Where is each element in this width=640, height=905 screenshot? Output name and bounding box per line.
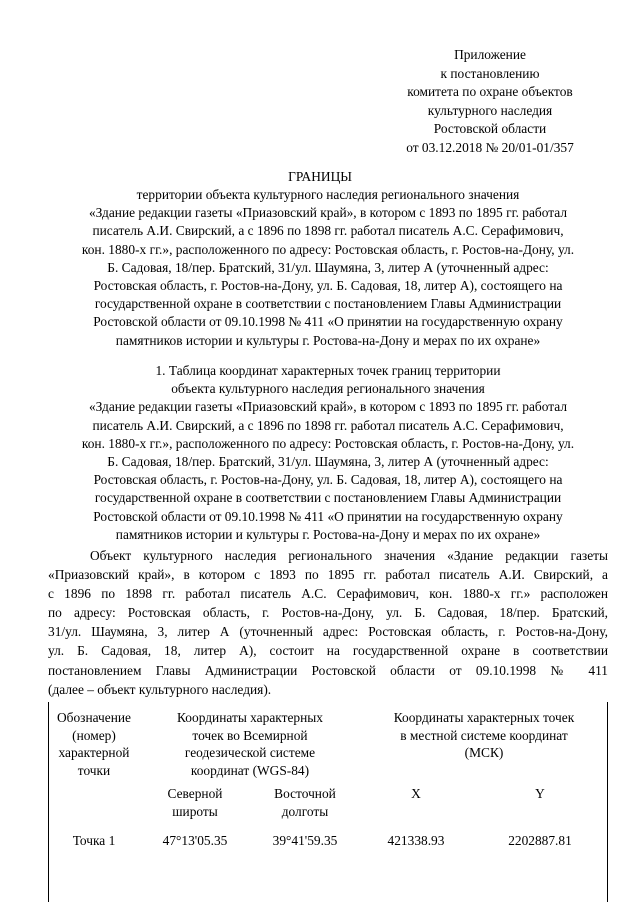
- subtitle-line: памятников истории и культуры г. Ростова-на-Дону и мерах по их охране»: [115, 332, 541, 348]
- subheader-latitude: Северной широты: [167, 786, 223, 819]
- table-subheader-row: [48, 779, 608, 820]
- section-line: памятников истории и культуры г. Ростова-на-Дону и мерах по их охране»: [115, 526, 541, 542]
- section-line: кон. 1880-х гг.», расположенного по адресу: Ростовская область, г. Ростов-на-Дону, ул.: [81, 435, 575, 451]
- subtitle-line: государственной охране в соответствии с постановлением Главы Администрации: [94, 296, 562, 312]
- boundaries-subtitle: [48, 186, 608, 350]
- paragraph-line: с 1896 по 1898 гг. работал писатель А.С. Серафимович, кон. 1880-х гг.» расположен: [48, 586, 608, 602]
- paragraph-line: постановлением Главы Администрации Ростовской области от 09.10.1998 № 411: [48, 662, 608, 678]
- section-line: объекта культурного наследия регионального значения: [171, 381, 485, 397]
- subtitle-line: Б. Садовая, 18/пер. Братский, 31/ул. Шаумяна, 3, литер А (уточненный адрес:: [107, 259, 549, 275]
- section-line: Ростовской области от 09.10.1998 № 411 «О принятии на государственную охрану: [93, 508, 563, 524]
- header-msk: Координаты характерных точек в местной системе координат (МСК): [393, 710, 575, 760]
- header-point-designation: Обозначение (номер) характерной точки: [57, 710, 131, 778]
- subtitle-line: Ростовская область, г. Ростов-на-Дону, ул. Б. Садовая, 18, литер А), состоящего на: [93, 278, 563, 294]
- cell-longitude: 39°41'59.35: [272, 833, 338, 848]
- paragraph-line: Объект культурного наследия регионального значения «Здание редакции газеты: [90, 548, 608, 563]
- subheader-x: X: [411, 786, 421, 801]
- appendix-line: Ростовской области: [433, 121, 547, 136]
- appendix-header: [380, 46, 600, 157]
- section-line: Б. Садовая, 18/пер. Братский, 31/ул. Шаумяна, 3, литер А (уточненный адрес:: [107, 454, 549, 470]
- section-line: писатель А.И. Свирский, а с 1896 по 1898 гг. работал писатель А.С. Серафимович,: [92, 417, 564, 433]
- object-description-paragraph: [48, 546, 608, 699]
- cell-x: 421338.93: [387, 833, 445, 848]
- cell-y: 2202887.81: [508, 833, 572, 848]
- table-header-row: [48, 702, 608, 779]
- appendix-line: к постановлению: [440, 65, 540, 81]
- appendix-line: культурного наследия: [427, 102, 553, 118]
- section-1-heading: [48, 362, 608, 544]
- cell-latitude: 47°13'05.35: [162, 833, 228, 848]
- section-line: Ростовская область, г. Ростов-на-Дону, ул. Б. Садовая, 18, литер А), состоящего на: [93, 472, 563, 488]
- subtitle-line: Ростовской области от 09.10.1998 № 411 «О принятии на государственную охрану: [93, 314, 563, 330]
- paragraph-line: 31/ул. Шаумяна, 3, литер А (уточненный адрес: Ростовская область, г. Ростов-на-Дону,: [48, 624, 608, 640]
- appendix-line: от 03.12.2018 № 20/01-01/357: [406, 139, 574, 155]
- section-line: государственной охране в соответствии с постановлением Главы Администрации: [94, 490, 562, 506]
- subtitle-line: «Здание редакции газеты «Приазовский край», в котором с 1893 по 1895 гг. работал: [88, 205, 568, 221]
- header-wgs84: Координаты характерных точек во Всемирной геодезической системе координат (WGS-84): [177, 710, 323, 778]
- paragraph-line: (далее – объект культурного наследия).: [48, 681, 272, 697]
- subheader-y: Y: [535, 786, 545, 801]
- section-line: 1. Таблица координат характерных точек границ территории: [155, 363, 501, 378]
- cell-point: Точка 1: [72, 833, 116, 848]
- subheader-longitude: Восточной долготы: [274, 786, 336, 819]
- coordinates-table: [48, 702, 608, 850]
- table-row: [48, 820, 608, 850]
- document-title: ГРАНИЦЫ: [288, 169, 352, 184]
- subtitle-line: кон. 1880-х гг.», расположенного по адресу: Ростовская область, г. Ростов-на-Дону, ул.: [81, 241, 575, 257]
- subtitle-line: территории объекта культурного наследия регионального значения: [136, 187, 520, 202]
- paragraph-line: по адресу: Ростовская область, г. Ростов-на-Дону, ул. Б. Садовая, 18/пер. Братский,: [48, 605, 608, 621]
- appendix-line: комитета по охране объектов: [407, 84, 573, 99]
- subtitle-line: писатель А.И. Свирский, а с 1896 по 1898 гг. работал писатель А.С. Серафимович,: [92, 223, 564, 239]
- paragraph-line: ул. Б. Садовая, 18, литер А), состоит на государственной охране в соответствии: [48, 643, 608, 659]
- section-line: «Здание редакции газеты «Приазовский край», в котором с 1893 по 1895 гг. работал: [88, 399, 568, 415]
- appendix-line: Приложение: [454, 47, 526, 62]
- paragraph-line: «Приазовский край», в котором с 1893 по 1895 гг. работал писатель А.И. Свирский, а: [48, 567, 608, 583]
